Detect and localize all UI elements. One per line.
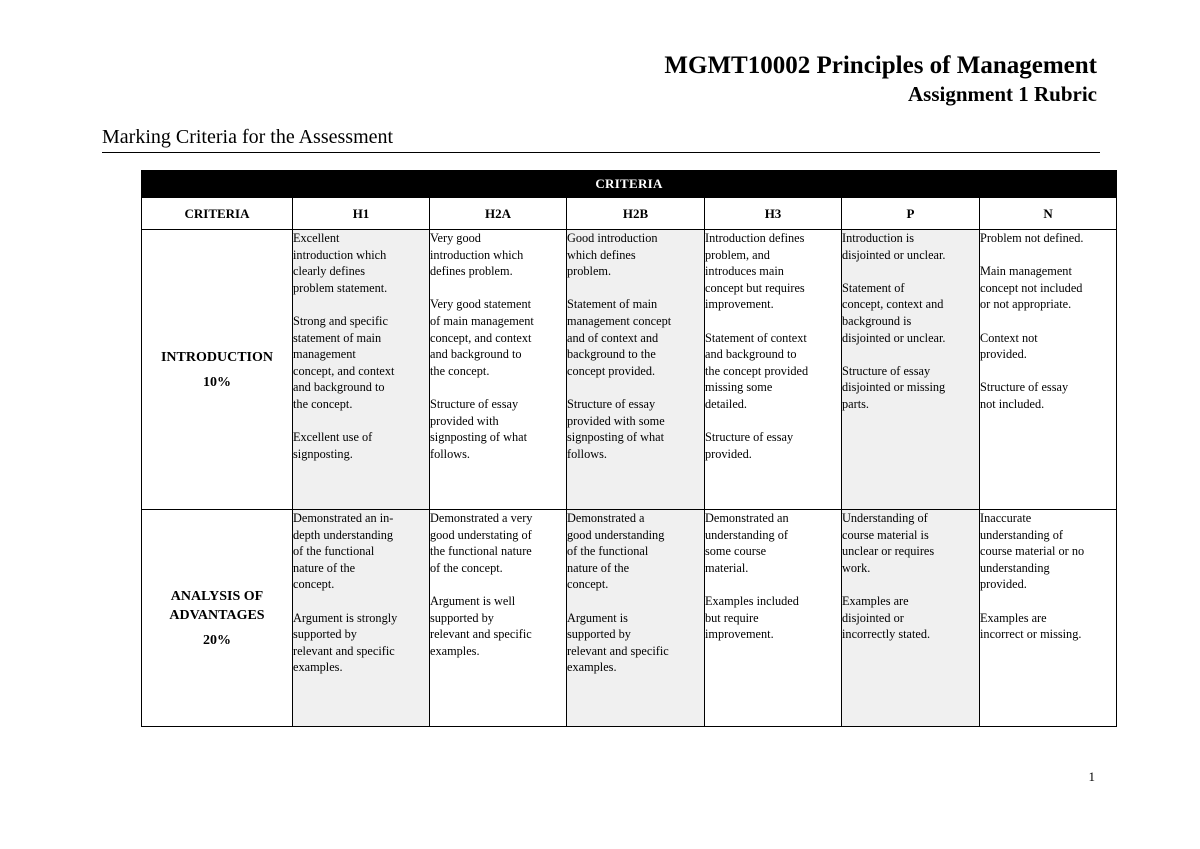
page-number: 1 <box>1088 769 1095 784</box>
level-cell-h1 <box>293 510 430 727</box>
descriptor: Structure of essay provided. <box>705 430 794 461</box>
rubric-header-row <box>142 198 1117 230</box>
descriptor: Excellent use of signposting. <box>293 430 373 461</box>
level-cell-p <box>842 510 980 727</box>
level-cell-h3 <box>705 230 842 510</box>
descriptor: Structure of essay provided with signposting of what follows. <box>430 396 528 461</box>
criterion-name-line: ADVANTAGES <box>169 608 265 623</box>
level-cell-h2b <box>567 230 705 510</box>
descriptor: Demonstrated a very good understating of the functional nature of the concept. <box>430 511 533 575</box>
descriptor: Demonstrated a good understanding of the functional nature of the concept. <box>567 511 665 592</box>
descriptor: Context not provided. <box>980 330 1038 362</box>
descriptor: Statement of concept, context and background is disjointed or unclear. <box>842 280 946 345</box>
descriptor: Understanding of course material is unclear or requires work. <box>842 511 935 575</box>
level-cell-n <box>980 510 1117 727</box>
descriptor: Argument is well supported by relevant and specific examples. <box>430 593 532 658</box>
descriptor: Structure of essay not included. <box>980 380 1069 411</box>
criterion-name <box>142 587 292 625</box>
criterion-weight: 10% <box>203 375 231 390</box>
criterion-analysis-of-advantages <box>142 510 293 727</box>
column-header-criteria: CRITERIA <box>142 198 293 230</box>
descriptor: Introduction defines problem, and introduces main concept but requires improvement. <box>705 231 805 312</box>
rubric-banner-row <box>142 171 1117 198</box>
section-heading: Marking Criteria for the Assessment <box>102 126 1100 153</box>
rubric-row-analysis-of-advantages <box>142 510 1117 727</box>
rubric-banner: CRITERIA <box>142 171 1117 198</box>
course-title: MGMT10002 Principles of Management <box>664 52 1097 79</box>
descriptor: Structure of essay provided with some signposting of what follows. <box>567 396 665 461</box>
column-header-h2a: H2A <box>430 198 567 230</box>
descriptor: Examples are disjointed or incorrectly stated. <box>842 593 931 642</box>
descriptor: Argument is supported by relevant and specific examples. <box>567 610 669 675</box>
rubric-row-introduction <box>142 230 1117 510</box>
descriptor: Demonstrated an understanding of some course material. <box>705 511 789 575</box>
descriptor: Examples included but require improvement. <box>705 593 799 642</box>
descriptor: Structure of essay disjointed or missing parts. <box>842 363 946 411</box>
descriptor: Very good statement of main management concept, and context and background to the concept. <box>430 297 534 378</box>
rubric-table <box>141 170 1117 727</box>
descriptor: Excellent introduction which clearly defines problem statement. <box>293 231 388 295</box>
descriptor: Demonstrated an in- depth understanding of the functional nature of the concept. <box>293 511 394 592</box>
descriptor: Introduction is disjointed or unclear. <box>842 231 946 262</box>
descriptor: Strong and specific statement of main management concept, and context and background to the concept. <box>293 313 395 411</box>
level-cell-h3 <box>705 510 842 727</box>
criterion-name-line: ANALYSIS OF <box>170 589 264 604</box>
column-header-h1: H1 <box>293 198 430 230</box>
level-cell-h2b <box>567 510 705 727</box>
level-cell-h1 <box>293 230 430 510</box>
level-cell-n <box>980 230 1117 510</box>
descriptor: Main management concept not included or not appropriate. <box>980 264 1083 312</box>
level-cell-p <box>842 230 980 510</box>
criterion-introduction <box>142 230 293 510</box>
descriptor: Very good introduction which defines problem. <box>430 231 524 279</box>
criterion-name: INTRODUCTION <box>160 350 273 365</box>
column-header-p: P <box>842 198 980 230</box>
descriptor: Good introduction which defines problem. <box>567 231 658 279</box>
descriptor: Inaccurate understanding of course material or no understanding provided. <box>980 511 1085 592</box>
level-cell-h2a <box>430 230 567 510</box>
descriptor: Problem not defined. <box>980 231 1084 245</box>
column-header-h2b: H2B <box>567 198 705 230</box>
descriptor: Examples are incorrect or missing. <box>980 610 1082 642</box>
assignment-title: Assignment 1 Rubric <box>907 82 1097 106</box>
criterion-weight: 20% <box>203 633 231 648</box>
descriptor: Statement of context and background to the concept provided missing some detailed. <box>705 330 809 411</box>
descriptor: Argument is strongly supported by relevant and specific examples. <box>293 610 398 675</box>
column-header-n: N <box>980 198 1117 230</box>
level-cell-h2a <box>430 510 567 727</box>
descriptor: Statement of main management concept and of context and background to the concept provided. <box>567 297 672 378</box>
column-header-h3: H3 <box>705 198 842 230</box>
